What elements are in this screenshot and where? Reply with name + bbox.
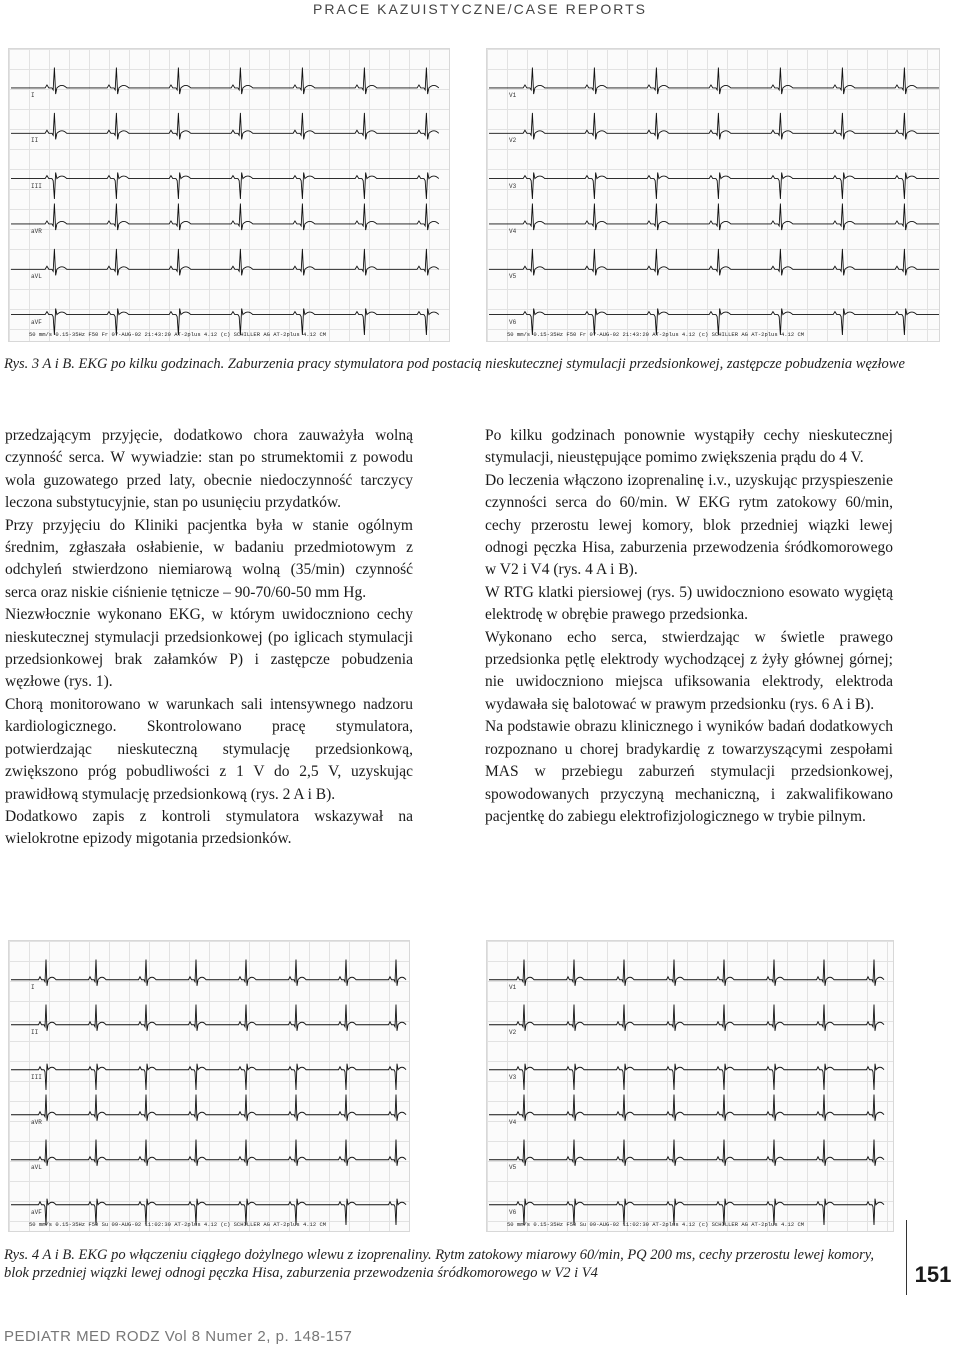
ecg-footer-strip: 50 mm/s 0.15-35Hz F50 Fr 07-AUG-02 21:43:20 AT-2plus 4.12 (c) SCHILLER AG AT-2plus 4.12 CM — [507, 331, 805, 338]
ecg-lead-label: III — [31, 1073, 42, 1081]
paragraph: Wykonano echo serca, stwierdzając w świetle prawego przedsionka pętlę elektrody wychodzącej z żyły głównej górnej; nie uwidoczniono miejsca ufiksowania elektrody, elektroda wydawała się balotować w prawym przedsionku (rys. 6 A i B). — [485, 628, 893, 713]
ecg-lead-label: V3 — [509, 1073, 517, 1081]
ecg-trace-line — [11, 1140, 406, 1166]
ecg-trace-line — [489, 1005, 884, 1031]
ecg-lead-label: I — [31, 983, 35, 991]
ecg-trace-line — [11, 113, 439, 140]
ecg-lead-label: aVF — [31, 1208, 42, 1216]
running-header: PRACE KAZUISTYCZNE/CASE REPORTS — [312, 1, 647, 17]
ecg-figure-4a — [8, 940, 410, 1232]
ecg-lead-label: aVL — [31, 273, 42, 281]
ecg-trace-line — [489, 113, 939, 140]
figure-3-caption: Rys. 3 A i B. EKG po kilku godzinach. Zaburzenia pracy stymulatora pod postacią nieskutecznej stymulacji przedsionkowej, zastępcze pobudzenia węzłowe — [4, 356, 905, 372]
ecg-trace-line — [11, 960, 406, 986]
ecg-traces — [487, 49, 939, 341]
ecg-lead-label: V3 — [509, 182, 517, 190]
paragraph: Chorą monitorowano w warunkach sali intensywnego nadzoru kardiologicznego. Skontrolowano pracę stymulatora, potwierdzając nieskuteczną stymulację przedsionkową, zwiększono próg pobudliwości z 1 V do 2,5 V, uzyskując prawidłową stymulację przedsionkową (rys. 2 A i B). — [5, 695, 413, 803]
paragraph: Na podstawie obrazu klinicznego i wyników badań dodatkowych rozpoznano u chorej bradykardię z towarzyszącymi zespołami MAS w przebiegu zaburzeń stymulacji przedsionkowej, spowodowanych przyczyną mechaniczną, i zakwalifikowano pacjentkę do zabiegu elektrofizjologicznego w trybie pilnym. — [485, 718, 893, 825]
ecg-lead-label: V2 — [509, 1028, 517, 1036]
ecg-traces — [487, 941, 893, 1231]
ecg-lead-label: V5 — [509, 273, 517, 281]
ecg-lead-label: V2 — [509, 137, 517, 145]
ecg-lead-label: aVR — [31, 227, 42, 235]
ecg-trace-line — [11, 1005, 406, 1031]
paragraph: W RTG klatki piersiowej (rys. 5) uwidoczniono esowato wygiętą elektrodę w obrębie prawego przedsionka. — [485, 583, 893, 624]
ecg-lead-label: V1 — [509, 983, 517, 991]
ecg-trace-line — [489, 249, 939, 276]
ecg-trace-line — [11, 204, 439, 231]
ecg-lead-label: II — [31, 137, 39, 145]
paragraph: Po kilku godzinach ponownie wystąpiły cechy nieskutecznej stymulacji, nieustępujące pomimo zwiększenia prądu do 4 V. — [485, 427, 893, 467]
ecg-lead-label: aVR — [31, 1118, 42, 1126]
ecg-trace-line — [489, 1064, 884, 1090]
ecg-figure-3a — [8, 48, 450, 342]
ecg-trace-line — [489, 172, 939, 199]
ecg-lead-label: V6 — [509, 318, 517, 326]
ecg-lead-label: II — [31, 1028, 39, 1036]
ecg-lead-label: III — [31, 182, 42, 190]
ecg-lead-label: V4 — [509, 227, 517, 235]
ecg-lead-label: V4 — [509, 1118, 517, 1126]
paragraph: przedzającym przyjęcie, dodatkowo chora zauważyła wolną czynność serca. W wywiadzie: stan po strumektomii z powodu wola guzowatego przed laty, obecnie niedoczynność tarczycy leczona substytucyjnie, stan po usunięciu przydatków. — [5, 427, 413, 512]
ecg-footer-strip: 50 mm/s 0.15-35Hz F50 Su 09-AUG-02 11:02:30 AT-2plus 4.12 (c) SCHILLER AG AT-2plus 4.12 CM — [29, 1221, 327, 1228]
ecg-figure-4b — [486, 940, 894, 1232]
ecg-trace-line — [489, 204, 939, 231]
ecg-lead-label: V5 — [509, 1163, 517, 1171]
paragraph: Do leczenia włączono izoprenalinę i.v., uzyskując przyspieszenie czynności serca do 60/min. W EKG rytm zatokowy 60/min, cechy przerostu lewej komory, blok przedniej wiązki lewej odnogi pęczka Hisa, zaburzenia przewodzenia śródkomorowego w V2 i V4 (rys. 4 A i B). — [485, 471, 893, 579]
ecg-trace-line — [11, 1064, 406, 1090]
paragraph: Przy przyjęciu do Kliniki pacjentka była w stanie ogólnym średnim, zgłaszała osłabienie, w badaniu przedmiotowym z odchyleń stwierdzono niemiarową wolną (35/min) czynność serca oraz niskie ciśnienie tętnicze – 90-70/60-50 mm Hg. — [5, 516, 413, 601]
ecg-footer-strip: 50 mm/s 0.15-35Hz F50 Fr 07-AUG-02 21:43:20 AT-2plus 4.12 (c) SCHILLER AG AT-2plus 4.12 CM — [29, 331, 327, 338]
paragraph: Dodatkowo zapis z kontroli stymulatora wskazywał na wielokrotne epizody migotania przedsionków. — [5, 807, 413, 848]
ecg-lead-label: V1 — [509, 91, 517, 99]
ecg-trace-line — [11, 172, 439, 199]
ecg-trace-line — [11, 249, 439, 276]
page-number: 151 — [914, 1262, 952, 1287]
ecg-trace-line — [489, 1140, 884, 1166]
journal-footer: PEDIATR MED RODZ Vol 8 Numer 2, p. 148-157 — [4, 1328, 353, 1345]
ecg-trace-line — [489, 960, 884, 986]
ecg-figure-3b — [486, 48, 940, 342]
ecg-lead-label: I — [31, 91, 35, 99]
ecg-trace-line — [489, 1095, 884, 1121]
figure-4-caption: Rys. 4 A i B. EKG po włączeniu ciągłego dożylnego wlewu z izoprenaliny. Rytm zatokowy miarowy 60/min, PQ 200 ms, cechy przerostu lewej komory, blok przedniej wiązki lewej odnogi pęczka Hisa, zaburzenia przewodzenia śródkomorowego w V2 i V4 — [4, 1247, 875, 1281]
ecg-footer-strip: 50 mm/s 0.15-35Hz F50 Su 09-AUG-02 11:02:30 AT-2plus 4.12 (c) SCHILLER AG AT-2plus 4.12 CM — [507, 1221, 805, 1228]
ecg-traces — [9, 941, 409, 1231]
ecg-trace-line — [11, 1095, 406, 1121]
ecg-lead-label: aVF — [31, 318, 42, 326]
ecg-trace-line — [11, 68, 439, 95]
ecg-lead-label: aVL — [31, 1163, 42, 1171]
ecg-traces — [9, 49, 449, 341]
ecg-trace-line — [489, 68, 939, 95]
ecg-lead-label: V6 — [509, 1208, 517, 1216]
paragraph: Niezwłocznie wykonano EKG, w którym uwidoczniono cechy nieskutecznej stymulacji przedsionkowej (po iglicach stymulacji przedsionkowej brak załamków P) i zastępcze pobudzenia węzłowe (rys. 1). — [5, 606, 413, 691]
left-column — [5, 425, 413, 851]
right-column — [485, 425, 893, 828]
